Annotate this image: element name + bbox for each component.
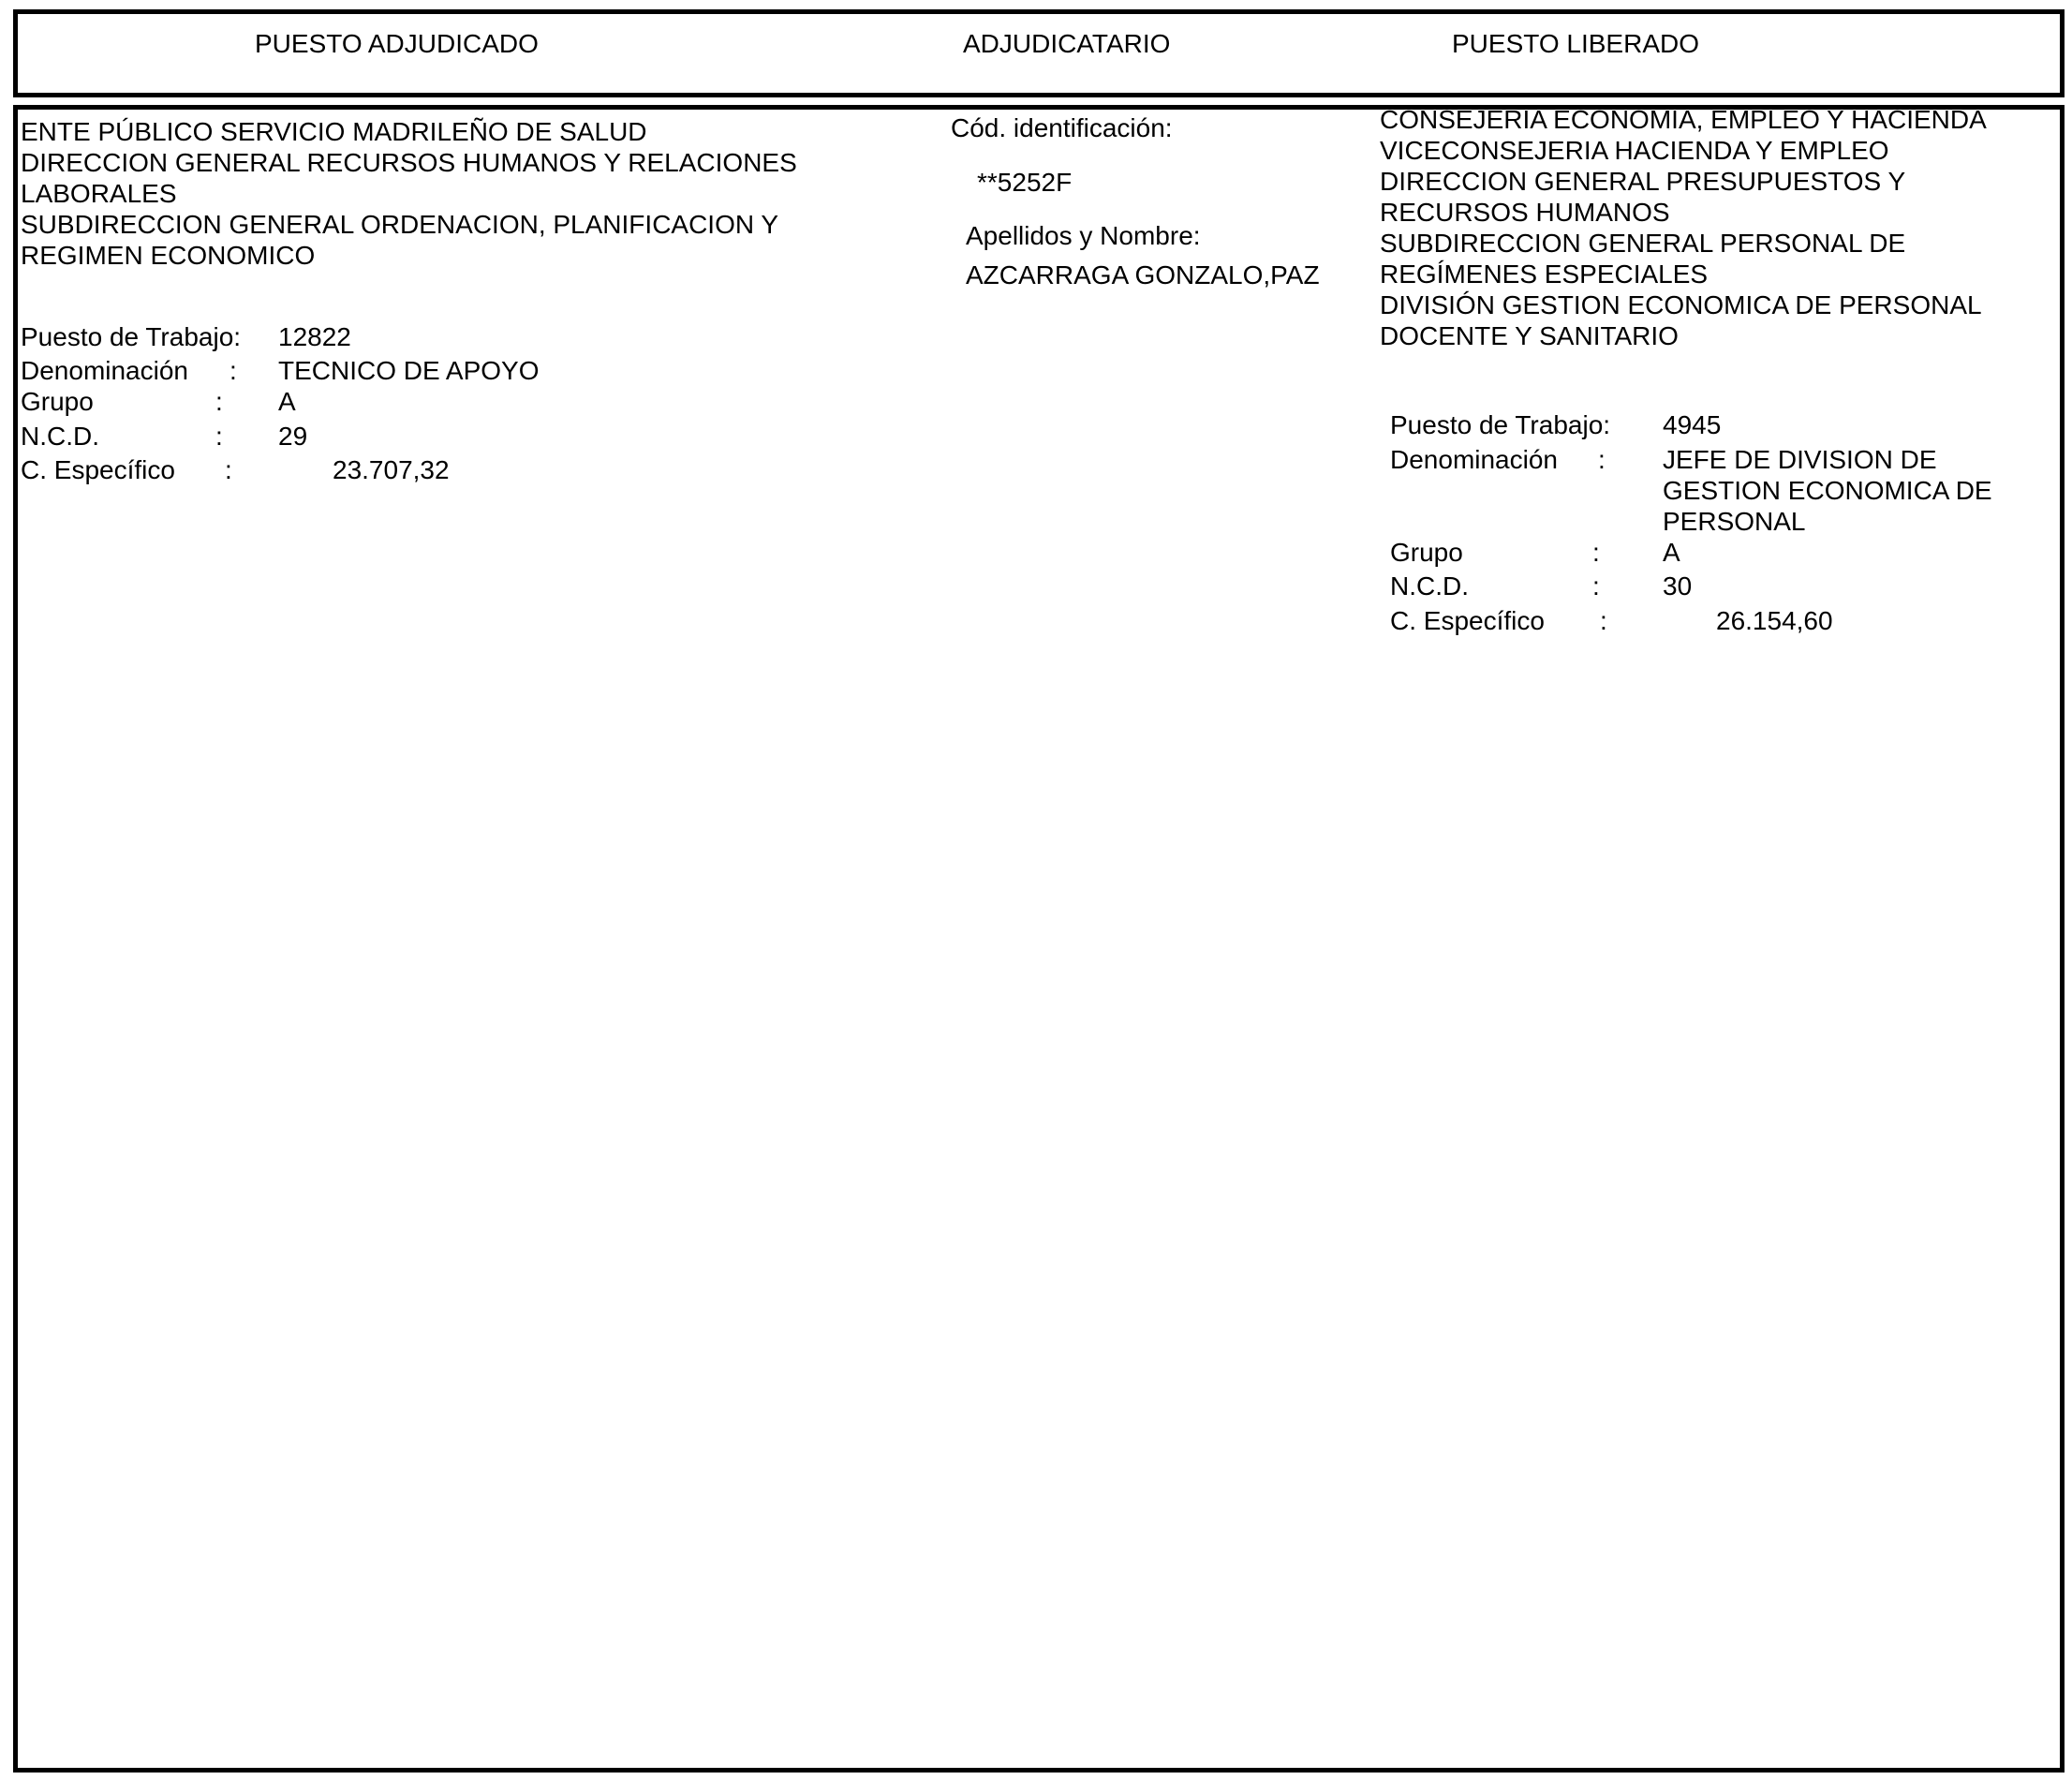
adjudicado-ncd-colon: :: [215, 422, 223, 451]
liberado-denominacion-value: [1663, 444, 1992, 537]
adjudicado-puesto-value: 12822: [278, 322, 351, 351]
liberado-puesto-value: 4945: [1663, 410, 1722, 439]
header-puesto-liberado: PUESTO LIBERADO: [1452, 29, 1700, 58]
adjudicado-ncd-label: N.C.D.: [21, 422, 99, 451]
adjudicado-puesto-label: Puesto de Trabajo:: [21, 322, 242, 351]
adjudicatario-nombre-label: Apellidos y Nombre:: [966, 221, 1201, 250]
liberado-puesto-label: Puesto de Trabajo:: [1390, 410, 1611, 439]
adjudicado-grupo-colon: :: [215, 387, 223, 416]
liberado-grupo-colon: :: [1592, 538, 1600, 567]
adjudicado-ncd-value: 29: [278, 422, 308, 451]
adjudicado-especifico-colon: :: [225, 455, 232, 484]
liberado-org-line: VICECONSEJERIA HACIENDA Y EMPLEO: [1380, 136, 1889, 165]
header-puesto-adjudicado: PUESTO ADJUDICADO: [255, 29, 539, 58]
adjudicado-denominacion-colon: :: [229, 356, 237, 385]
liberado-org-line: REGÍMENES ESPECIALES: [1380, 260, 1709, 289]
adjudicado-grupo-value: A: [278, 387, 296, 416]
adjudicado-denominacion-label: Denominación: [21, 356, 188, 385]
liberado-denominacion-line: PERSONAL: [1663, 507, 1806, 536]
liberado-especifico-label: C. Específico: [1390, 606, 1545, 635]
adjudicado-org-line: REGIMEN ECONOMICO: [21, 241, 316, 270]
liberado-org-line: SUBDIRECCION GENERAL PERSONAL DE: [1380, 229, 1906, 258]
adjudicado-denominacion-value: TECNICO DE APOYO: [278, 356, 540, 385]
liberado-org-line: DIRECCION GENERAL PRESUPUESTOS Y: [1380, 167, 1906, 196]
liberado-denominacion-label: Denominación: [1390, 445, 1558, 474]
header-adjudicatario: ADJUDICATARIO: [963, 29, 1171, 58]
adjudicatario-cod-value: **5252F: [977, 168, 1073, 197]
adjudicatario-cod-label: Cód. identificación:: [951, 113, 1173, 142]
adjudicado-grupo-label: Grupo: [21, 387, 94, 416]
adjudicatario-nombre-value: AZCARRAGA GONZALO,PAZ: [966, 260, 1320, 289]
liberado-org-line: CONSEJERIA ECONOMIA, EMPLEO Y HACIENDA: [1380, 105, 1987, 134]
adjudicado-org-line: ENTE PÚBLICO SERVICIO MADRILEÑO DE SALUD: [21, 117, 647, 146]
liberado-ncd-colon: :: [1592, 571, 1600, 601]
liberado-org-line: DIVISIÓN GESTION ECONOMICA DE PERSONAL: [1380, 290, 1982, 319]
adjudicado-especifico-value: 23.707,32: [333, 455, 450, 484]
liberado-denominacion-line: JEFE DE DIVISION DE: [1663, 445, 1937, 474]
liberado-org-line: RECURSOS HUMANOS: [1380, 198, 1670, 227]
liberado-denominacion-colon: :: [1598, 445, 1606, 474]
adjudicado-organization: [21, 116, 797, 271]
liberado-especifico-value: 26.154,60: [1716, 606, 1833, 635]
liberado-grupo-label: Grupo: [1390, 538, 1463, 567]
liberado-org-line: DOCENTE Y SANITARIO: [1380, 321, 1679, 350]
adjudicado-especifico-label: C. Específico: [21, 455, 175, 484]
adjudicado-org-line: SUBDIRECCION GENERAL ORDENACION, PLANIFICACION Y: [21, 210, 779, 239]
adjudicado-org-line: DIRECCION GENERAL RECURSOS HUMANOS Y RELACIONES: [21, 148, 797, 177]
liberado-ncd-label: N.C.D.: [1390, 571, 1469, 601]
liberado-organization: [1380, 104, 1987, 351]
liberado-especifico-colon: :: [1600, 606, 1607, 635]
liberado-grupo-value: A: [1663, 538, 1680, 567]
liberado-ncd-value: 30: [1663, 571, 1693, 601]
liberado-denominacion-line: GESTION ECONOMICA DE: [1663, 476, 1992, 505]
adjudicado-org-line: LABORALES: [21, 179, 177, 208]
